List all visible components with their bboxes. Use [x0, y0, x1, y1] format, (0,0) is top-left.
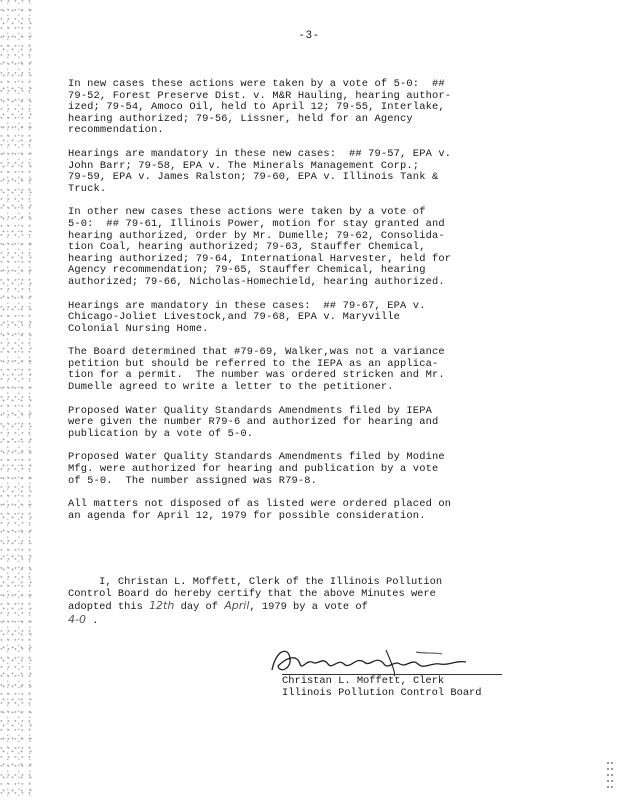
certification-line: adopted this — [68, 601, 150, 614]
signatory-name: Christan L. Moffett, Clerk — [282, 675, 445, 687]
clerk-certification: I, Christan L. Moffett, Clerk of the Illinois Pollution Control Board do hereby certify that the above Minutes were adopted this 12th day of April, 1979 by a vote of 4-0 . — [68, 576, 443, 627]
minutes-body — [68, 79, 518, 534]
paragraph: Hearings are mandatory in these new cases: ## 79-57, EPA v. John Barr; 79-58, EPA v. The Minerals Management Corp.; 79-59, EPA v. James Ralston; 79-60, EPA v. Illinois Tank & Truck. — [68, 147, 452, 195]
signatory-block — [282, 676, 482, 699]
scan-edge-speckle-right — [606, 760, 614, 788]
page-number: -3- — [298, 30, 320, 42]
paragraph: In other new cases these actions were taken by a vote of 5-0: ## 79-61, Illinois Power, motion for stay granted and hearing authorized, Order by Mr. Dumelle; 79-62, Consolida- tion Coal, hearing authorized; 79-63, Stauffer Chemical, hearing authorized; 79-64, International Harvester, held for Agency recommendation; 79-65, Stauffer Chemical, hearing authorized; 79-66, Nicholas-Homechield, hearing authorized. — [68, 206, 452, 288]
handwritten-vote: 4-0 — [68, 612, 86, 626]
certification-line: Control Board do hereby certify that the above Minutes were — [68, 587, 436, 600]
paragraph: In new cases these actions were taken by a vote of 5-0: ## 79-52, Forest Preserve Dist. v. M&R Hauling, hearing author- ized; 79-54, Amoco Oil, held to April 12; 79-55, Interlake, hearing authorized; 79-56, Lissner, held for an Agency recommendation. — [68, 78, 452, 137]
handwritten-day: 12th — [149, 599, 175, 613]
paragraph: Hearings are mandatory in these cases: ## 79-67, EPA v. Chicago-Joliet Livestock,and 79-68, EPA v. Maryville Colonial Nursing Home. — [68, 299, 426, 335]
paragraph: Proposed Water Quality Standards Amendments filed by Modine Mfg. were authorized for hearing and publication by a vote of 5-0. The number assigned was R79-8. — [68, 451, 445, 487]
paragraph: All matters not disposed of as listed were ordered placed on an agenda for April 12, 1979 for possible consideration. — [68, 498, 452, 522]
certification-line: I, Christan L. Moffett, Clerk of the Illinois Pollution — [68, 576, 443, 588]
paragraph: The Board determined that #79-69, Walker,was not a variance petition but should be referred to the IEPA as an applica- tion for a permit. The number was ordered stricken and Mr. Dumelle agreed to write a letter to the petitioner. — [68, 346, 445, 394]
handwritten-month: April — [224, 599, 250, 613]
signatory-organization: Illinois Pollution Control Board — [282, 686, 482, 699]
scan-edge-speckle — [0, 0, 34, 800]
paragraph: Proposed Water Quality Standards Amendments filed by IEPA were given the number R79-6 and authorized for hearing and publication by a vote of 5-0. — [68, 404, 439, 440]
